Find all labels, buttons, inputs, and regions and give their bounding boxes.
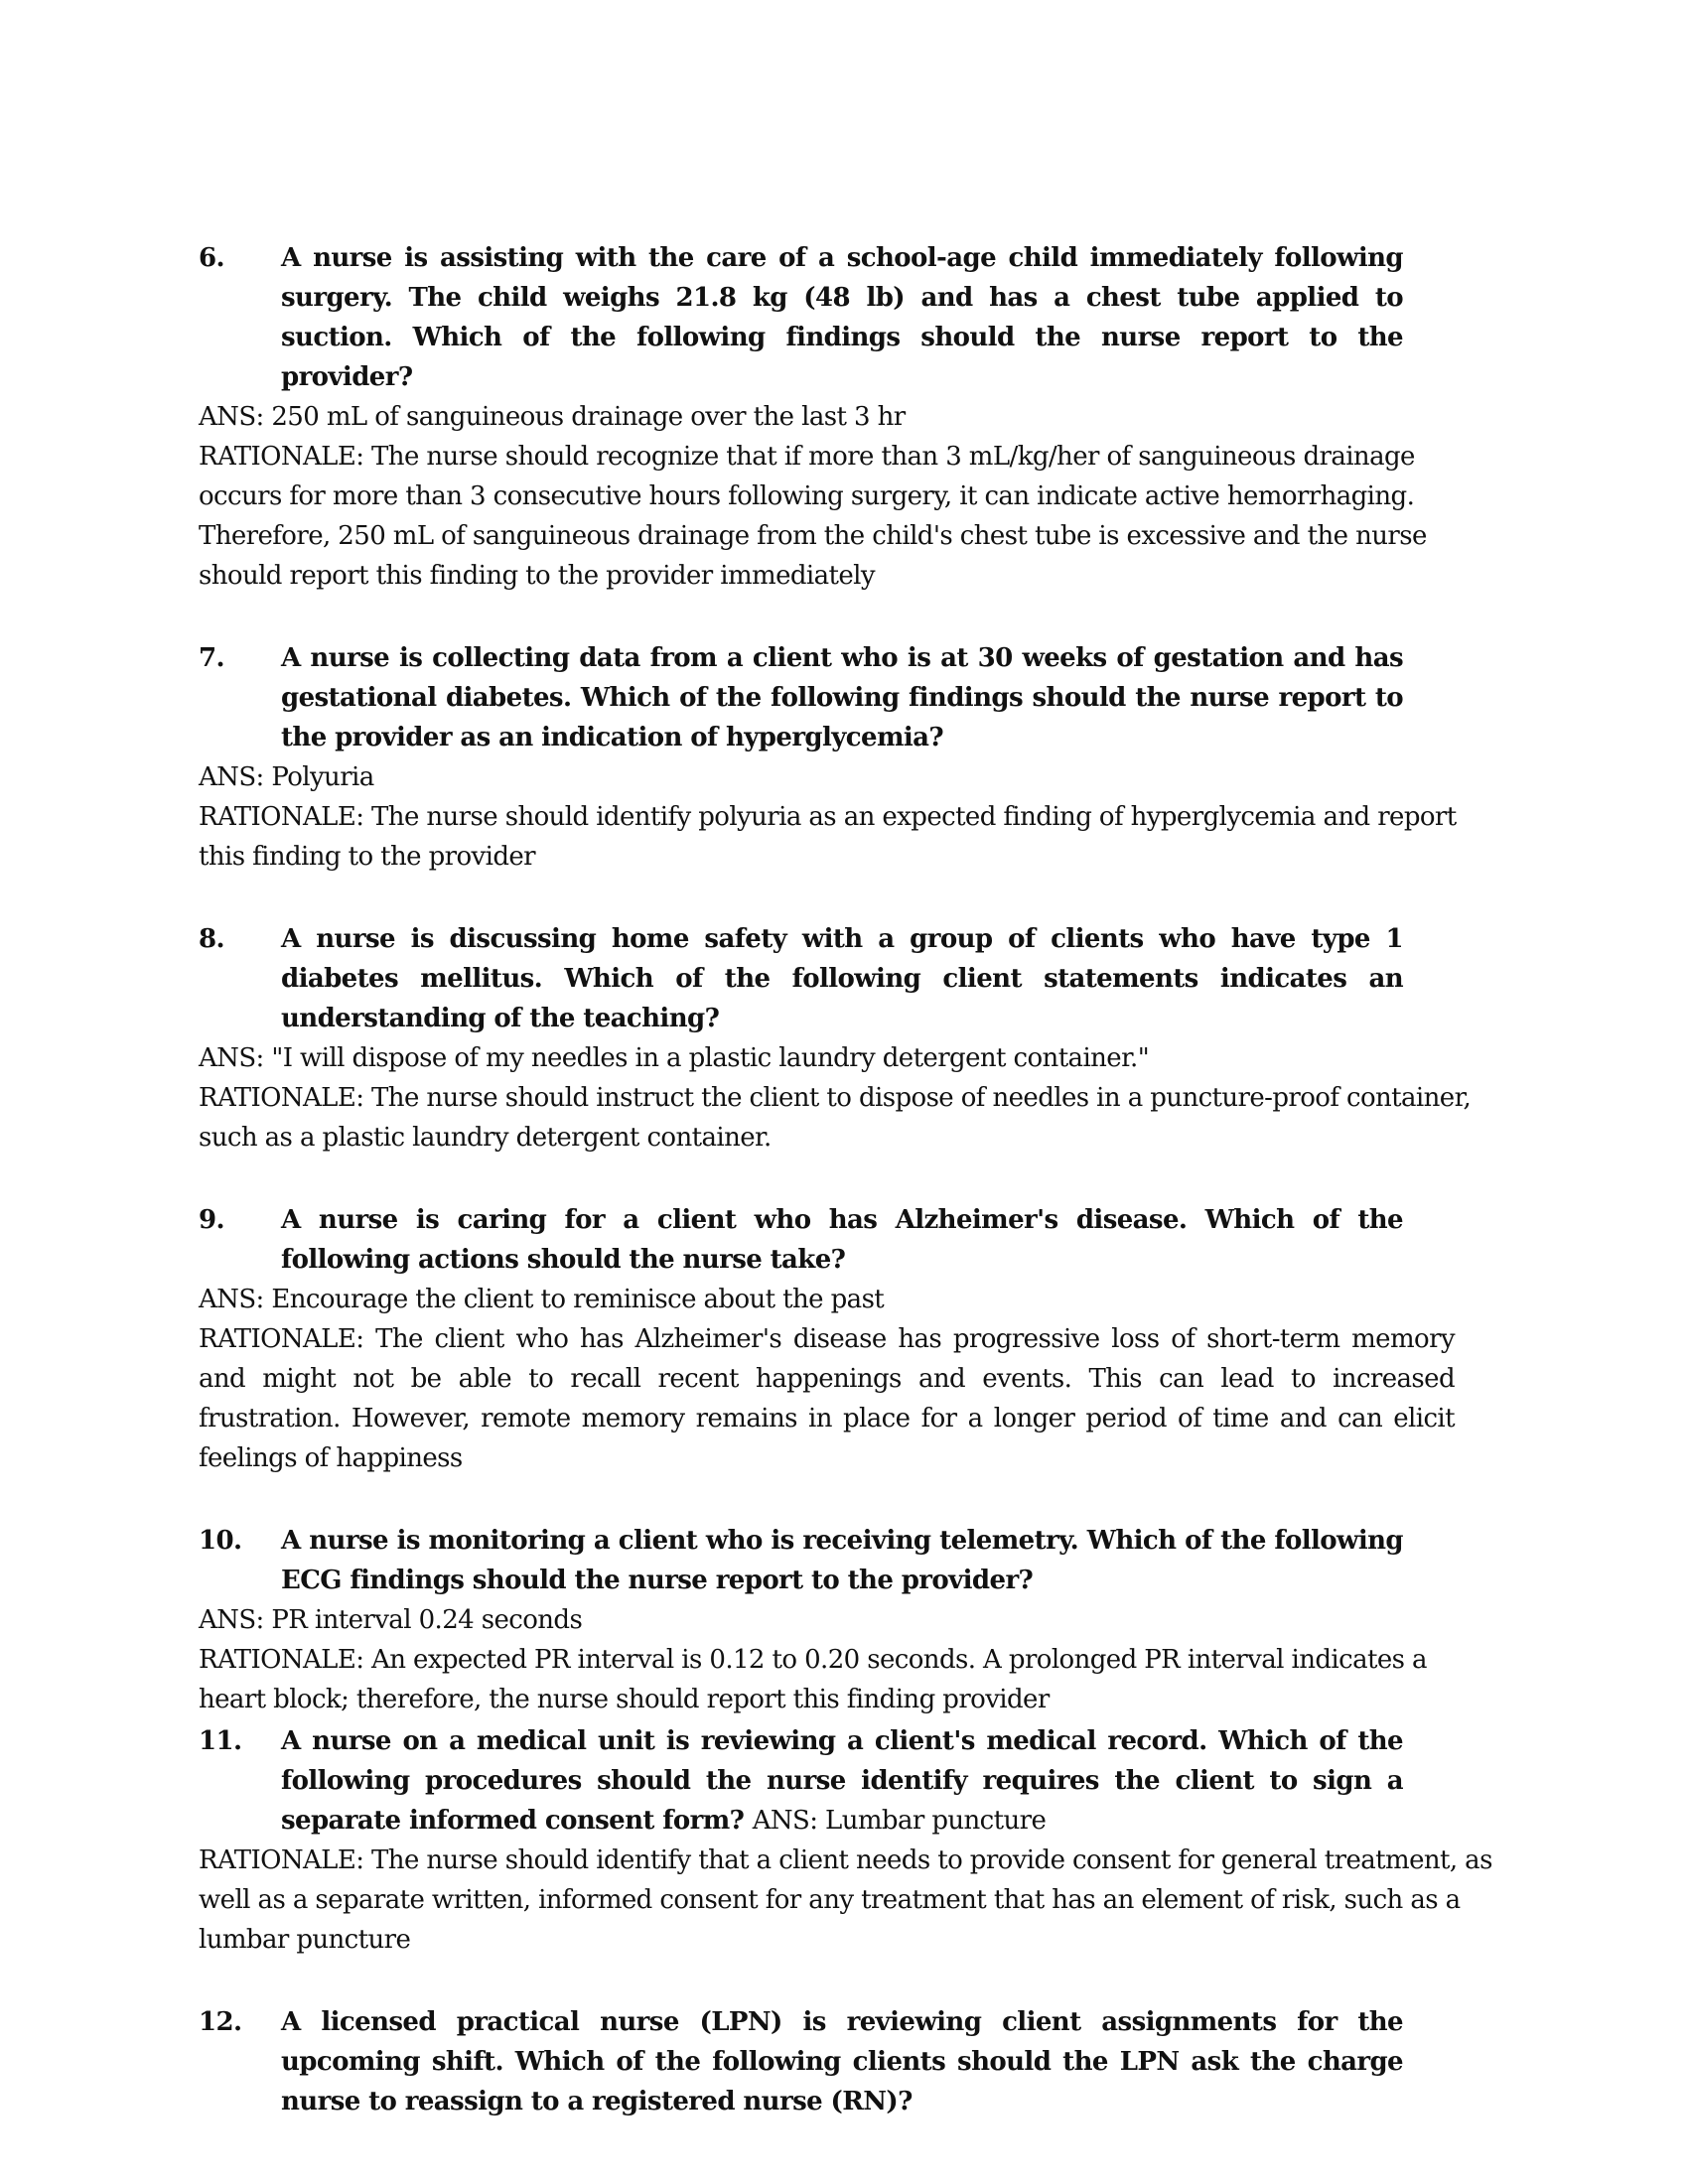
question-number: 10. <box>199 1526 242 1556</box>
question <box>199 919 1499 1038</box>
question-item-12 <box>199 2002 1499 2121</box>
question-item-11 <box>199 1721 1499 1960</box>
question <box>199 1521 1499 1600</box>
question-item-6 <box>199 238 1499 596</box>
question-text: A nurse on a medical unit is reviewing a client's medical record. Which of the following procedures should the nurse identify requires the client to sign a separate informed consent form? <box>281 1726 1403 1836</box>
question-text: A licensed practical nurse (LPN) is reviewing client assignments for the upcoming shift. Which of the following clients should the LPN ask the charge nurse to reassign to a registered nurse (RN)? <box>281 2007 1403 2116</box>
question-text: A nurse is collecting data from a client who is at 30 weeks of gestation and has gestational diabetes. Which of the following findings should the nurse report to the provider as an indication of hyperglycemia? <box>281 643 1403 752</box>
rationale: RATIONALE: The nurse should identify polyuria as an expected finding of hyperglycemia and report this finding to the provider <box>199 802 1457 872</box>
question <box>199 1200 1499 1280</box>
question-item-10 <box>199 1521 1499 1719</box>
question-text-wrapper <box>281 1721 1403 1841</box>
rationale: RATIONALE: The nurse should recognize that if more than 3 mL/kg/her of sanguineous drainage occurs for more than 3 consecutive hours following surgery, it can indicate active hemorrhaging. Therefore, 250 mL of sanguineous drainage from the child's chest tube is excessive and the nurse should report this finding to the provider immediately <box>199 442 1427 591</box>
question <box>199 638 1499 757</box>
question-text: A nurse is caring for a client who has Alzheimer's disease. Which of the following actions should the nurse take? <box>281 1205 1403 1275</box>
question-text: A nurse is assisting with the care of a school-age child immediately following surgery. The child weighs 21.8 kg (48 lb) and has a chest tube applied to suction. Which of the following findings should the nurse report to the provider? <box>281 243 1403 392</box>
question-number: 8. <box>199 924 224 954</box>
rationale: RATIONALE: The nurse should instruct the client to dispose of needles in a puncture-proof container, such as a plastic laundry detergent container. <box>199 1083 1472 1153</box>
answer: ANS: PR interval 0.24 seconds <box>199 1605 583 1635</box>
answer: ANS: Lumbar puncture <box>752 1806 1047 1836</box>
document-page <box>199 238 1499 2164</box>
answer: ANS: "I will dispose of my needles in a plastic laundry detergent container." <box>199 1043 1150 1073</box>
question <box>199 238 1499 397</box>
question <box>199 2002 1499 2121</box>
question-number: 12. <box>199 2007 242 2037</box>
answer: ANS: 250 mL of sanguineous drainage over the last 3 hr <box>199 402 906 432</box>
question-text: A nurse is discussing home safety with a group of clients who have type 1 diabetes mellitus. Which of the following client statements indicates an understanding of the teaching? <box>281 924 1403 1033</box>
question <box>199 1721 1499 1841</box>
rationale: RATIONALE: The client who has Alzheimer's disease has progressive loss of short-term memory and might not be able to recall recent happenings and events. This can lead to increased frustration. However, remote memory remains in place for a longer period of time and can elicit feelings of happiness <box>199 1324 1455 1473</box>
rationale: RATIONALE: An expected PR interval is 0.12 to 0.20 seconds. A prolonged PR interval indicates a heart block; therefore, the nurse should report this finding provider <box>199 1645 1427 1714</box>
answer: ANS: Polyuria <box>199 762 374 792</box>
answer: ANS: Encourage the client to reminisce about the past <box>199 1285 885 1314</box>
question-item-9 <box>199 1200 1499 1478</box>
question-number: 7. <box>199 643 224 673</box>
question-number: 9. <box>199 1205 224 1235</box>
rationale: RATIONALE: The nurse should identify that a client needs to provide consent for general treatment, as well as a separate written, informed consent for any treatment that has an element of risk, such as a lumbar puncture <box>199 1845 1492 1955</box>
question-number: 6. <box>199 243 224 273</box>
question-item-7 <box>199 638 1499 877</box>
question-item-8 <box>199 919 1499 1158</box>
question-number: 11. <box>199 1726 242 1756</box>
question-text: A nurse is monitoring a client who is receiving telemetry. Which of the following ECG findings should the nurse report to the provider? <box>281 1526 1403 1595</box>
